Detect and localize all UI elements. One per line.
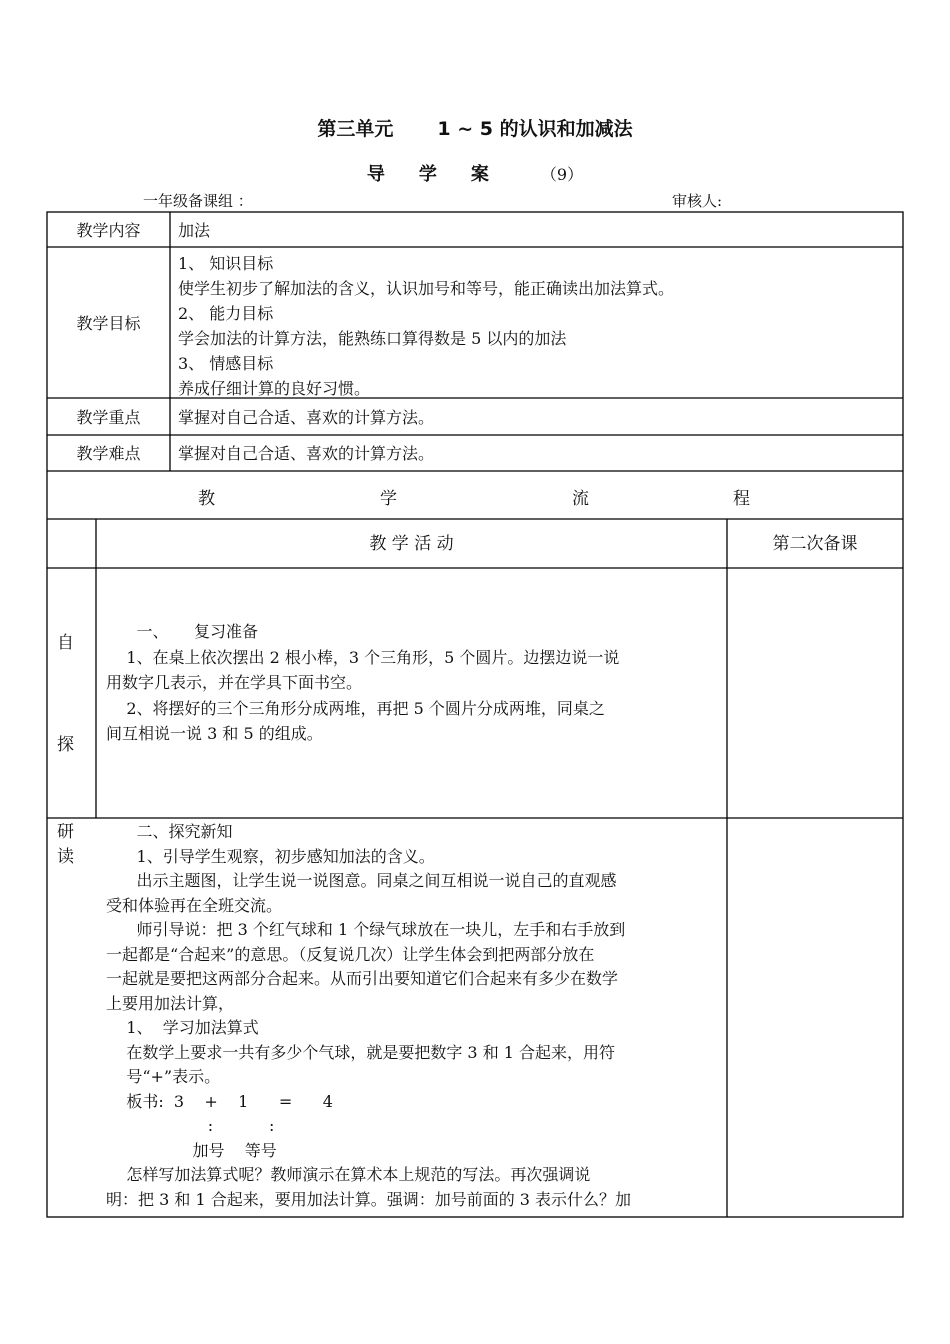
- flow-char: 学: [380, 489, 397, 509]
- study-label-1: 研: [57, 822, 74, 842]
- self-explore-line: 间互相说一说 3 和 5 的组成。: [106, 724, 323, 743]
- goals-text: [178, 251, 674, 401]
- goals-line: 养成仔细计算的良好习惯。: [178, 379, 371, 398]
- self-explore-line: 一、 复习准备: [106, 622, 258, 641]
- unit-label: 第三单元: [317, 118, 394, 140]
- content-label: 教学内容: [76, 221, 141, 240]
- study-line: 1、引导学生观察，初步感知加法的含义。: [106, 846, 435, 866]
- self-explore-content: [106, 619, 619, 747]
- study-line: 师引导说：把 3 个红气球和 1 个绿气球放在一块儿，左手和右手放到: [106, 920, 626, 939]
- plan-title-text: 导学案: [366, 164, 523, 185]
- goals-label: 教学目标: [76, 314, 141, 333]
- goals-line: 2、 能力目标: [178, 304, 274, 323]
- reviewer: 审核人:: [672, 192, 723, 210]
- study-line: 怎样写加法算式呢？教师演示在算术本上规范的写法。再次强调说: [106, 1165, 591, 1184]
- study-line: 在数学上要求一共有多少个气球，就是要把数字 3 和 1 合起来，用符: [106, 1042, 616, 1062]
- study-line: 二、探究新知: [106, 822, 233, 841]
- goals-line: 3、 情感目标: [178, 354, 274, 373]
- self-explore-line: 2、将摆好的三个三角形分成两堆，再把 5 个圆片分成两堆，同桌之: [106, 698, 605, 718]
- study-line: 一起都是“合起来”的意思。（反复说几次）让学生体会到把两部分放在: [106, 944, 595, 964]
- study-line: 明：把 3 和 1 合起来，要用加法计算。强调：加号前面的 3 表示什么？加: [106, 1189, 632, 1209]
- study-line: 出示主题图，让学生说一说图意。同桌之间互相说一说自己的直观感: [106, 871, 617, 890]
- self-explore-label-1: 自: [57, 633, 74, 653]
- second-prep-header: 第二次备课: [772, 534, 858, 554]
- key-point-value: 掌握对自己合适、喜欢的计算方法。: [178, 408, 435, 427]
- study-content: [106, 820, 631, 1212]
- study-line: 板书: 3 + 1 = 4: [106, 1091, 333, 1111]
- study-line: : :: [106, 1116, 275, 1135]
- self-explore-line: 1、在桌上依次摆出 2 根小棒，3 个三角形，5 个圆片。边摆边说一说: [106, 647, 620, 667]
- study-line: 一起就是要把这两部分合起来。从而引出要知道它们合起来有多少在数学: [106, 969, 619, 988]
- study-line: 号“+”表示。: [106, 1067, 221, 1086]
- unit-topic: 1 ~ 5 的认识和加减法: [437, 118, 633, 140]
- content-value: 加法: [178, 221, 211, 240]
- study-line: 加号 等号: [106, 1140, 277, 1160]
- flow-char: 教: [198, 489, 215, 509]
- self-explore-line: 用数字几表示，并在学具下面书空。: [106, 673, 363, 692]
- study-label-2: 读: [57, 847, 74, 867]
- study-line: 上要用加法计算，: [106, 993, 235, 1013]
- study-line: 受和体验再在全班交流。: [106, 895, 283, 915]
- plan-number: （9）: [540, 165, 584, 184]
- difficulty-label: 教学难点: [76, 444, 141, 463]
- difficulty-value: 掌握对自己合适、喜欢的计算方法。: [178, 444, 435, 463]
- key-point-label: 教学重点: [76, 408, 141, 427]
- prep-group: 一年级备课组 ：: [143, 192, 253, 210]
- activity-header: 教 学 活 动: [369, 534, 454, 554]
- flow-char: 流: [572, 489, 589, 509]
- self-explore-label-2: 探: [57, 735, 74, 755]
- goals-line: 1、 知识目标: [178, 254, 274, 273]
- goals-line: 使学生初步了解加法的含义，认识加号和等号，能正确读出加法算式。: [178, 279, 675, 298]
- goals-line: 学会加法的计算方法，能熟练口算得数是 5 以内的加法: [178, 329, 567, 348]
- flow-char: 程: [733, 489, 750, 509]
- study-line: 1、 学习加法算式: [106, 1018, 259, 1037]
